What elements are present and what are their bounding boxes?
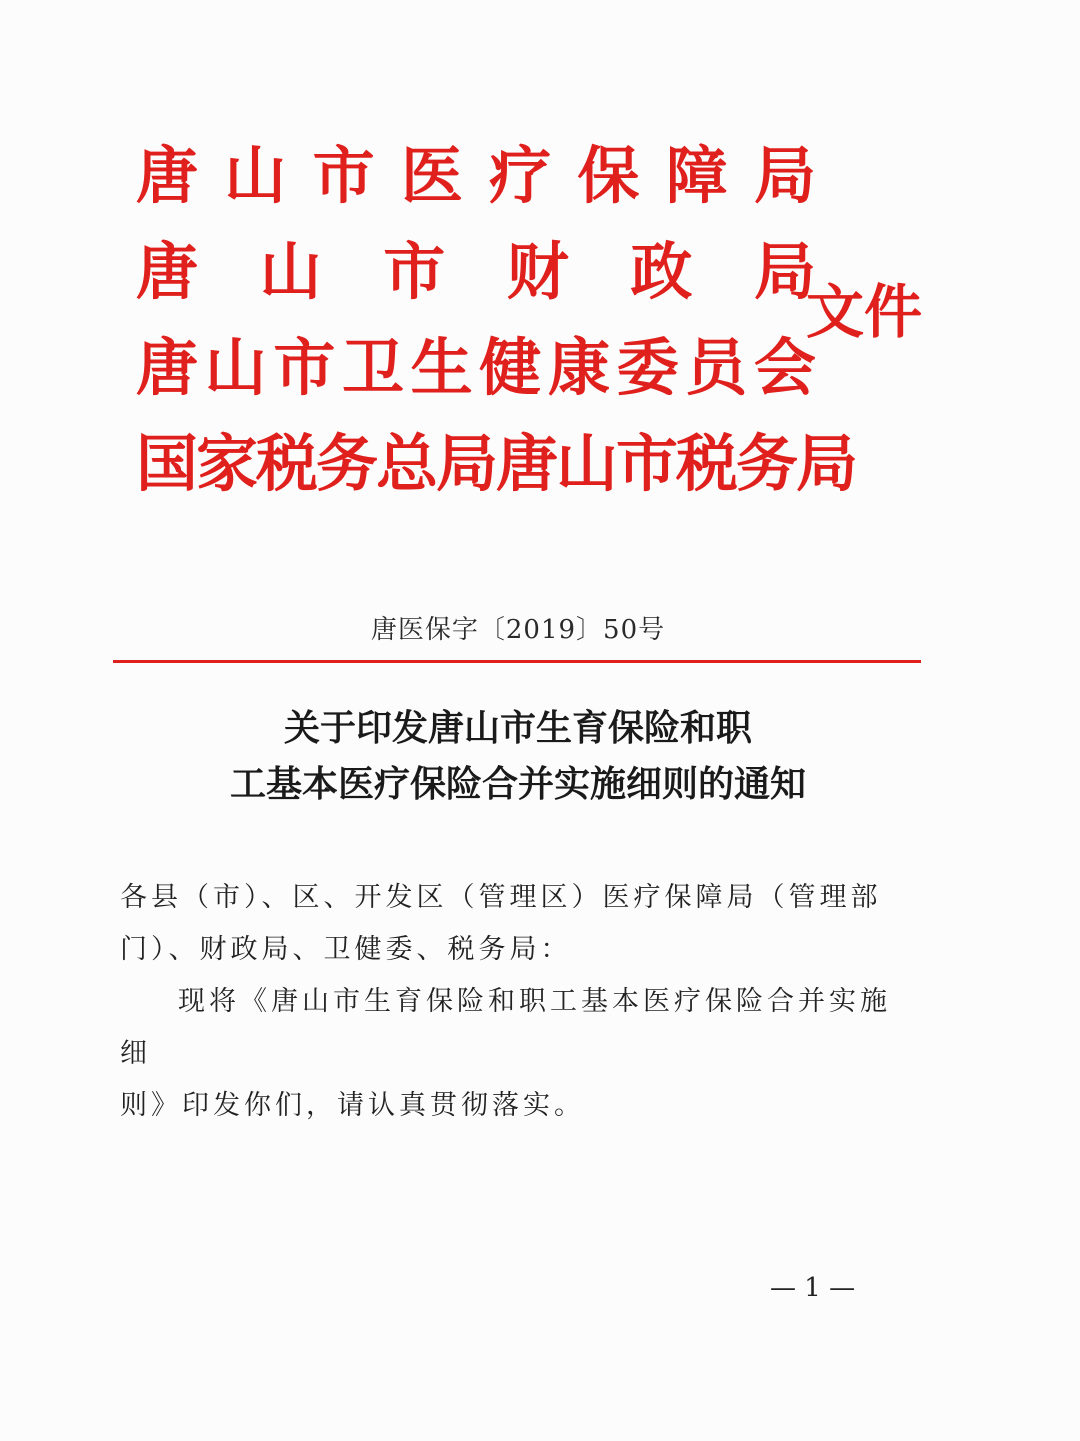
issuer-char: 唐: [136, 235, 199, 308]
issuer-char: 市: [312, 139, 375, 212]
issuer-health-commission: [136, 320, 816, 416]
addressee-line-2: 门）、财政局、卫健委、税务局：: [120, 934, 572, 965]
issuer-text: 国家税务总局唐山市税务局: [136, 427, 857, 500]
document-body: [120, 872, 910, 1132]
issuer-char: 山: [224, 139, 287, 212]
issuer-char: 委: [616, 331, 679, 404]
issuer-finance-bureau: [136, 224, 816, 320]
issuer-char: 山: [204, 331, 267, 404]
document-number: 唐医保字〔2019〕50号: [370, 615, 666, 645]
page-number: — 1 —: [770, 1273, 856, 1303]
issuer-char: 市: [273, 331, 336, 404]
paragraph-line-2: 则》印发你们，请认真贯彻落实。: [120, 1090, 585, 1121]
issuer-char: 唐: [136, 139, 199, 212]
title-line-2: 工基本医疗保险合并实施细则的通知: [229, 763, 806, 805]
issuer-char: 康: [547, 331, 610, 404]
issuer-char: 局: [753, 235, 816, 308]
issuing-agencies: [136, 128, 857, 512]
issuer-char: 市: [383, 235, 446, 308]
issuer-char: 政: [630, 235, 693, 308]
issuer-char: 卫: [341, 331, 404, 404]
document-title: [0, 700, 1036, 812]
issuer-char: 疗: [489, 139, 552, 212]
issuer-char: 唐: [136, 331, 199, 404]
issuer-char: 员: [685, 331, 748, 404]
paragraph-line-1: 现将《唐山市生育保险和职工基本医疗保险合并实施细: [120, 986, 891, 1069]
addressee-line-1: 各县（市）、区、开发区（管理区）医疗保障局（管理部: [120, 882, 882, 913]
issuer-tax-bureau: [136, 416, 857, 512]
issuer-char: 会: [753, 331, 816, 404]
issuer-char: 山: [259, 235, 322, 308]
issuer-char: 医: [400, 139, 463, 212]
issuer-char: 局: [753, 139, 816, 212]
title-line-1: 关于印发唐山市生育保险和职: [283, 707, 752, 749]
issuer-char: 健: [479, 331, 542, 404]
issuer-char: 保: [577, 139, 640, 212]
red-divider-line: [113, 660, 921, 663]
issuer-char: 财: [506, 235, 569, 308]
issuer-medical-security-bureau: [136, 128, 816, 224]
issuer-char: 障: [665, 139, 728, 212]
document-suffix: 文件: [806, 278, 923, 346]
issuer-char: 生: [410, 331, 473, 404]
